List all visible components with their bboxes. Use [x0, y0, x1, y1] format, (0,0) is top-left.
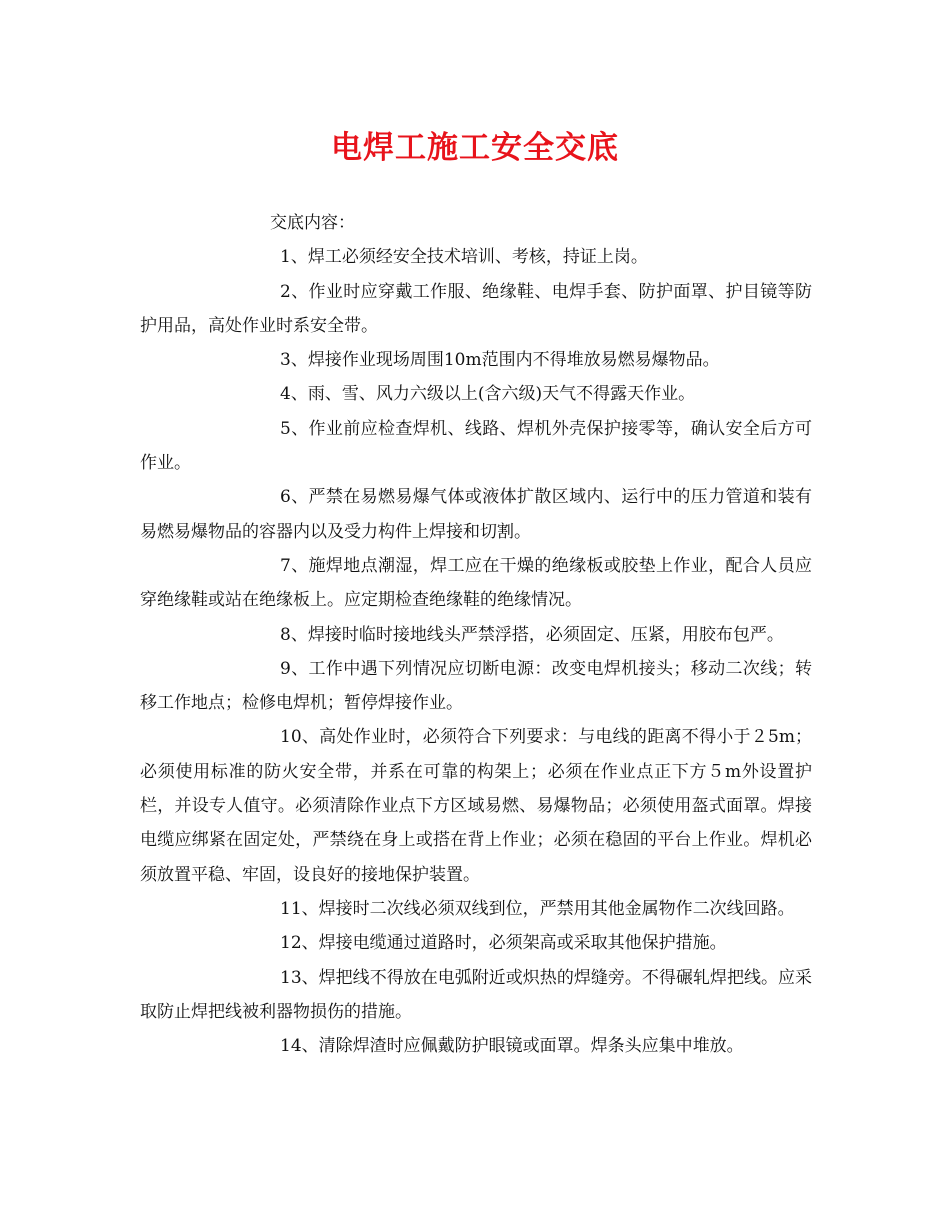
- safety-item-13: 13、焊把线不得放在电弧附近或炽热的焊缝旁。不得碾轧焊把线。应采取防止焊把线被利器物损伤的措施。: [140, 967, 812, 1022]
- safety-item-3: 3、焊接作业现场周围10m范围内不得堆放易燃易爆物品。: [280, 350, 720, 371]
- safety-item-12: 12、焊接电缆通过道路时，必须架高或采取其他保护措施。: [280, 933, 727, 954]
- intro-label: 交底内容：: [270, 213, 355, 233]
- safety-item-11: 11、焊接时二次线必须双线到位，严禁用其他金属物作二次线回路。: [280, 898, 795, 919]
- document-body: [140, 206, 812, 1063]
- safety-item-2: 2、作业时应穿戴工作服、绝缘鞋、电焊手套、防护面罩、护目镜等防护用品，高处作业时系安全带。: [140, 281, 812, 336]
- document-title: 电焊工施工安全交底: [331, 130, 619, 166]
- safety-item-7: 7、施焊地点潮湿，焊工应在干燥的绝缘板或胶垫上作业，配合人员应穿绝缘鞋或站在绝缘板上。应定期检查绝缘鞋的绝缘情况。: [140, 555, 812, 611]
- safety-item-4: 4、雨、雪、风力六级以上(含六级)天气不得露天作业。: [280, 384, 696, 405]
- safety-item-14: 14、清除焊渣时应佩戴防护眼镜或面罩。焊条头应集中堆放。: [280, 1036, 744, 1057]
- safety-item-9: 9、工作中遇下列情况应切断电源：改变电焊机接头；移动二次线；转移工作地点；检修电焊机；暂停焊接作业。: [140, 658, 812, 714]
- safety-item-5: 5、作业前应检查焊机、线路、焊机外壳保护接零等，确认安全后方可作业。: [140, 418, 812, 474]
- safety-item-8: 8、焊接时临时接地线头严禁浮搭，必须固定、压紧，用胶布包严。: [280, 624, 784, 645]
- safety-item-1: 1、焊工必须经安全技术培训、考核，持证上岗。: [280, 247, 648, 268]
- safety-item-6: 6、严禁在易燃易爆气体或液体扩散区域内、运行中的压力管道和装有易燃易爆物品的容器内以及受力构件上焊接和切割。: [140, 487, 812, 542]
- safety-item-10: 10、高处作业时，必须符合下列要求：与电线的距离不得小于２5m；必须使用标准的防火安全带，并系在可靠的构架上；必须在作业点正下方５m外设置护栏，并设专人值守。必须清除作业点下方区域易燃、易爆物品；必须使用盔式面罩。焊接电缆应绑紧在固定处，严禁绕在身上或搭在背上作业；必须在稳固的平台上作业。焊机必须放置平稳、牢固，设良好的接地保护装置。: [140, 727, 812, 885]
